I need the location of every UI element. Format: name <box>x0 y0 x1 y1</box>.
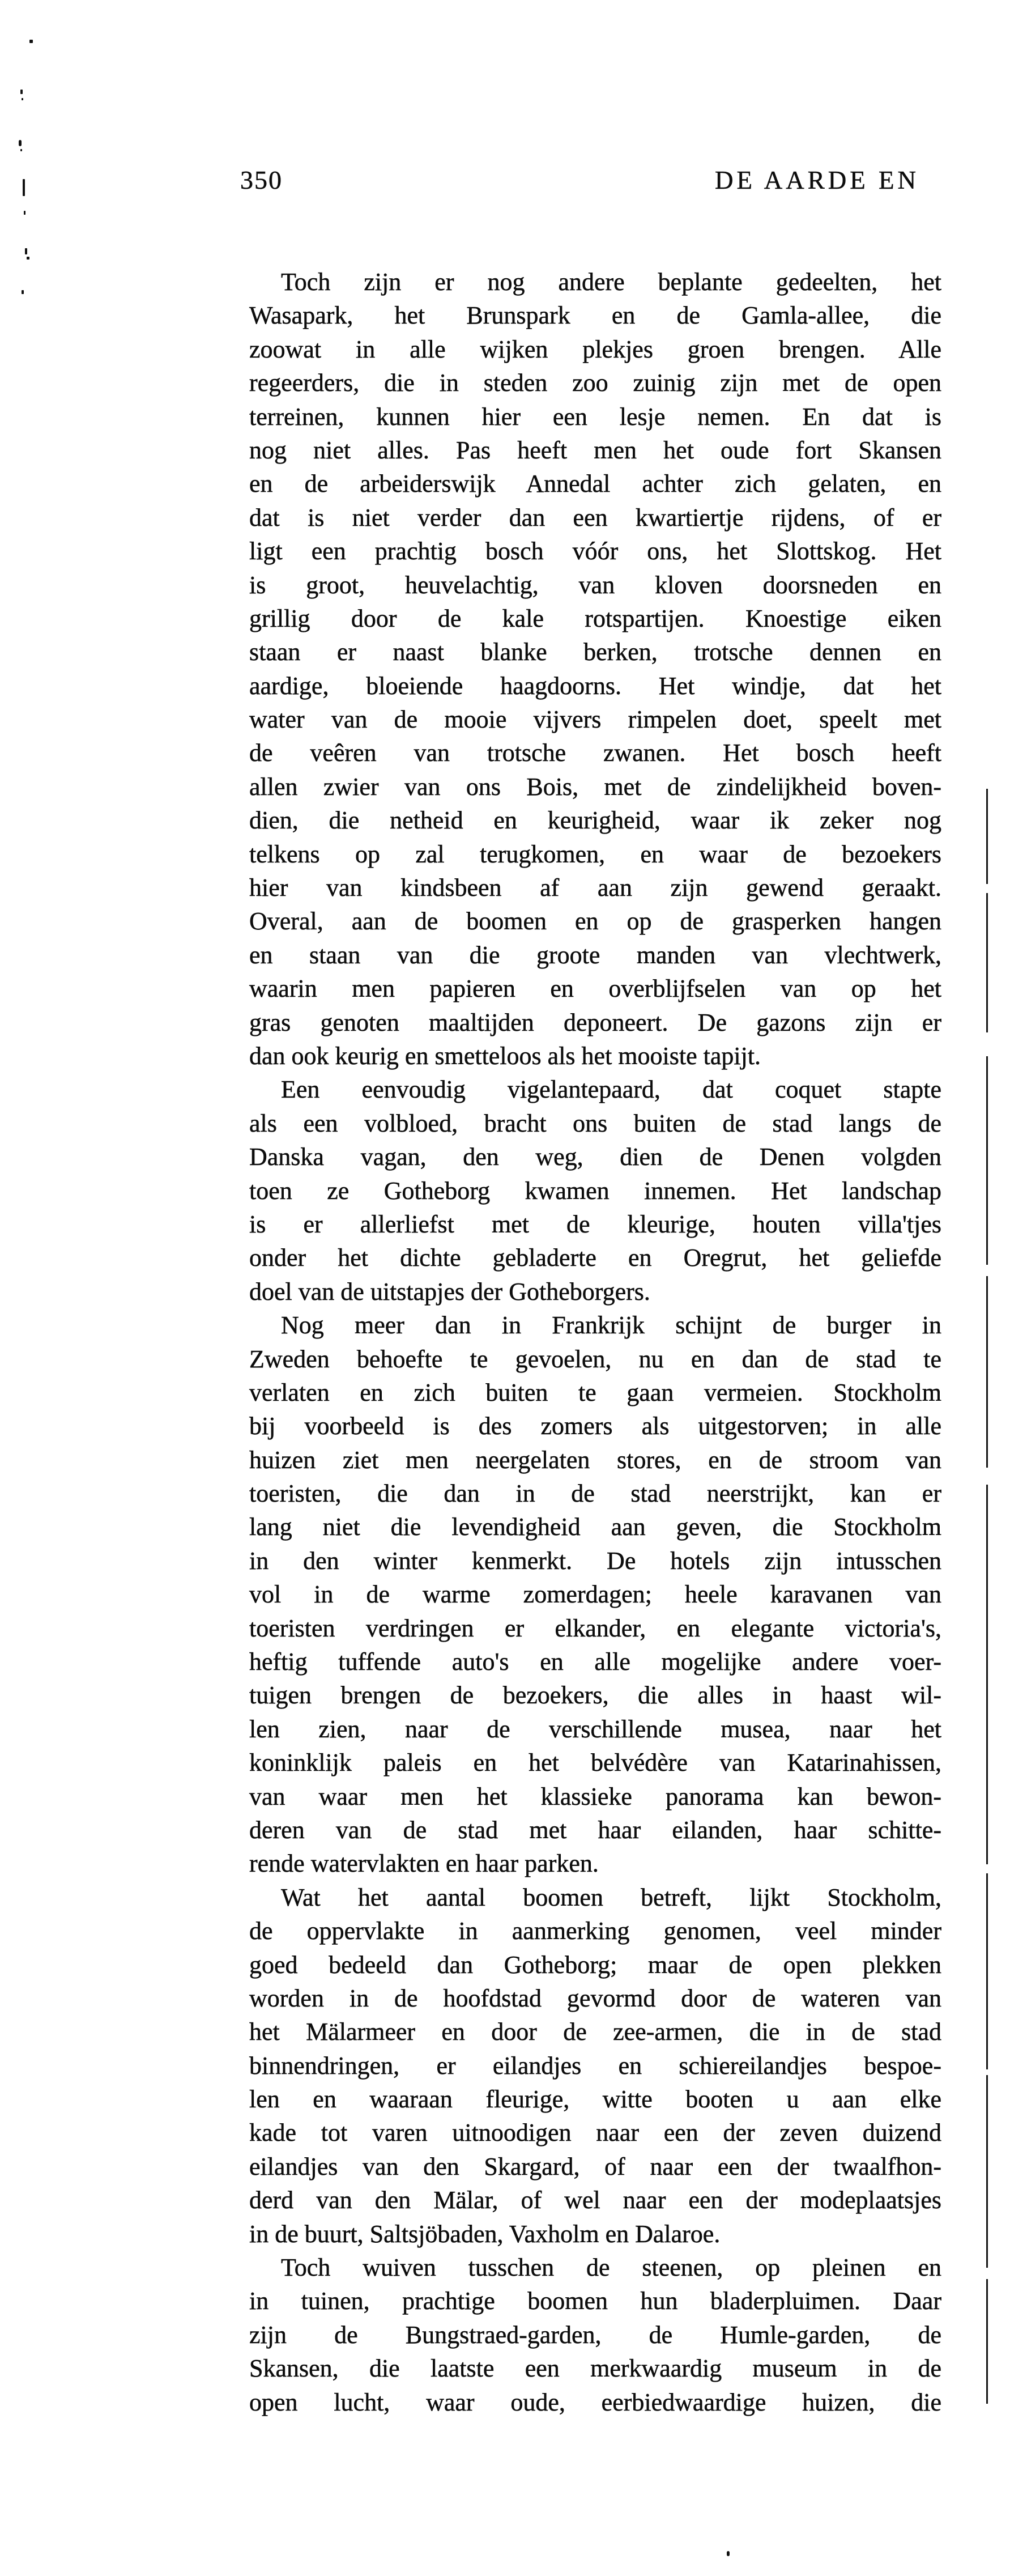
text-line: is er allerliefst met de kleurige, houten villa'tjes <box>249 1210 941 1238</box>
text-line: water van de mooie vijvers rimpelen doet, speelt met <box>249 705 941 734</box>
text-line: in de buurt, Saltsjöbaden, Vaxholm en Dalaroe. <box>249 2220 721 2248</box>
scan-line-artifact <box>986 1276 988 1468</box>
text-line: goed bedeeld dan Gotheborg; maar de open plekken <box>249 1950 941 1979</box>
text-line: koninklijk paleis en het belvédère van Katarinahissen, <box>249 1749 941 1777</box>
text-line: binnendringen, er eilandjes en schiereilandjes bespoe- <box>249 2051 941 2080</box>
text-line: is groot, heuvelachtig, van kloven doorsneden en <box>249 571 941 599</box>
scan-speck <box>727 2551 730 2556</box>
text-line: tuigen brengen de bezoekers, die alles in haast wil- <box>249 1681 941 1710</box>
scan-line-artifact <box>986 2279 988 2404</box>
text-line: Danska vagan, den weg, dien de Denen volgden <box>249 1143 941 1171</box>
text-line: open lucht, waar oude, eerbiedwaardige huizen, die <box>249 2388 941 2416</box>
text-line: allen zwier van ons Bois, met de zindelijkheid boven- <box>249 772 941 801</box>
text-line: len en waaraan fleurige, witte booten u aan elke <box>249 2085 941 2114</box>
text-line: het Mälarmeer en door de zee-armen, die in de stad <box>249 2018 941 2046</box>
scan-speck <box>24 211 25 215</box>
text-line: gras genoten maaltijden deponeert. De gazons zijn er <box>249 1008 941 1036</box>
text-line: en staan van die groote manden van vlechtwerk, <box>249 941 941 969</box>
scan-speck <box>20 149 22 151</box>
text-line: toeristen, die dan in de stad neerstrijkt, kan er <box>249 1480 941 1508</box>
text-line: van waar men het klassieke panorama kan bewon- <box>249 1782 941 1810</box>
text-line: Skansen, die laatste een merkwaardig museum in de <box>249 2354 941 2383</box>
scan-speck <box>19 140 22 146</box>
text-line: lang niet die levendigheid aan geven, die Stockholm <box>249 1513 941 1541</box>
text-line: doel van de uitstapjes der Gotheborgers. <box>249 1277 650 1306</box>
text-line: zijn de Bungstraed-garden, de Humle-garden, de <box>249 2320 941 2349</box>
scan-speck <box>23 179 25 196</box>
text-line: Nog meer dan in Frankrijk schijnt de burger in <box>281 1311 941 1340</box>
text-line: Wat het aantal boomen betreft, lijkt Stockholm, <box>281 1883 941 1911</box>
scan-speck <box>22 98 23 100</box>
scan-line-artifact <box>986 893 988 1032</box>
text-line: vol in de warme zomerdagen; heele karavanen van <box>249 1580 941 1609</box>
text-line: de oppervlakte in aanmerking genomen, veel minder <box>249 1917 941 1945</box>
scan-speck <box>29 40 33 43</box>
text-line: de veêren van trotsche zwanen. Het bosch heeft <box>249 739 941 767</box>
text-line: in tuinen, prachtige boomen hun bladerpluimen. Daar <box>249 2287 941 2315</box>
text-line: len zien, naar de verschillende musea, naar het <box>249 1715 941 1743</box>
scan-speck <box>27 257 29 260</box>
text-line: worden in de hoofdstad gevormd door de wateren van <box>249 1984 941 2012</box>
text-line: terreinen, kunnen hier een lesje nemen. En dat is <box>249 402 941 431</box>
text-line: bij voorbeeld is des zomers als uitgestorven; in alle <box>249 1412 941 1440</box>
text-line: Een eenvoudig vigelantepaard, dat coquet stapte <box>281 1076 941 1104</box>
text-line: als een volbloed, bracht ons buiten de stad langs de <box>249 1109 941 1137</box>
scan-line-artifact <box>986 2075 988 2268</box>
text-line: telkens op zal terugkomen, en waar de bezoekers <box>249 840 941 868</box>
text-line: kade tot varen uitnoodigen naar een der zeven duizend <box>249 2119 941 2147</box>
page-number: 350 <box>240 165 283 194</box>
text-line: heftig tuffende auto's en alle mogelijke andere voer- <box>249 1648 941 1676</box>
text-line: onder het dichte gebladerte en Oregrut, het geliefde <box>249 1244 941 1272</box>
text-line: Toch wuiven tusschen de steenen, op pleinen en <box>281 2254 941 2282</box>
text-line: aardige, bloeiende haagdoorns. Het windje, dat het <box>249 671 941 700</box>
text-line: in den winter kenmerkt. De hotels zijn intusschen <box>249 1546 941 1575</box>
text-line: eilandjes van den Skargard, of naar een der twaalfhon- <box>249 2152 941 2180</box>
text-line: dat is niet verder dan een kwartiertje rijdens, of er <box>249 503 941 532</box>
text-line: rende watervlakten en haar parken. <box>249 1850 599 1878</box>
text-line: Wasapark, het Brunspark en de Gamla-allee, die <box>249 301 941 330</box>
text-line: Overal, aan de boomen en op de grasperken hangen <box>249 907 941 936</box>
text-line: waarin men papieren en overblijfselen van op het <box>249 975 941 1003</box>
text-line: grillig door de kale rotspartijen. Knoestige eiken <box>249 604 941 632</box>
scan-line-artifact <box>986 1485 988 1864</box>
text-line: toeristen verdringen er elkander, en elegante victoria's, <box>249 1614 941 1642</box>
text-line: hier van kindsbeen af aan zijn gewend geraakt. <box>249 874 941 902</box>
text-line: deren van de stad met haar eilanden, haar schitte- <box>249 1816 941 1844</box>
text-line: Toch zijn er nog andere beplante gedeelten, het <box>281 268 941 296</box>
text-line: zoowat in alle wijken plekjes groen brengen. Alle <box>249 335 941 363</box>
running-head: DE AARDE EN <box>715 166 919 194</box>
text-line: dan ook keurig en smetteloos als het mooiste tapijt. <box>249 1042 761 1070</box>
text-line: ligt een prachtig bosch vóór ons, het Slottskog. Het <box>249 537 941 566</box>
text-line: verlaten en zich buiten te gaan vermeien. Stockholm <box>249 1378 941 1406</box>
scan-speck <box>22 290 24 294</box>
scan-line-artifact <box>986 1056 988 1265</box>
scan-line-artifact <box>986 789 988 884</box>
text-line: Zweden behoefte te gevoelen, nu en dan de stad te <box>249 1345 941 1373</box>
scan-speck <box>20 90 23 94</box>
text-line: huizen ziet men neergelaten stores, en de stroom van <box>249 1446 941 1474</box>
scan-line-artifact <box>986 1873 988 2069</box>
scan-speck <box>25 248 27 254</box>
text-line: nog niet alles. Pas heeft men het oude fort Skansen <box>249 436 941 464</box>
text-line: en de arbeiderswijk Annedal achter zich gelaten, en <box>249 470 941 498</box>
text-line: derd van den Mälar, of wel naar een der modeplaatsjes <box>249 2186 941 2214</box>
text-line: regeerders, die in steden zoo zuinig zijn met de open <box>249 369 941 397</box>
body-text <box>249 265 941 2419</box>
text-line: dien, die netheid en keurigheid, waar ik zeker nog <box>249 806 941 835</box>
text-line: staan er naast blanke berken, trotsche dennen en <box>249 638 941 666</box>
text-line: toen ze Gotheborg kwamen innemen. Het landschap <box>249 1176 941 1205</box>
